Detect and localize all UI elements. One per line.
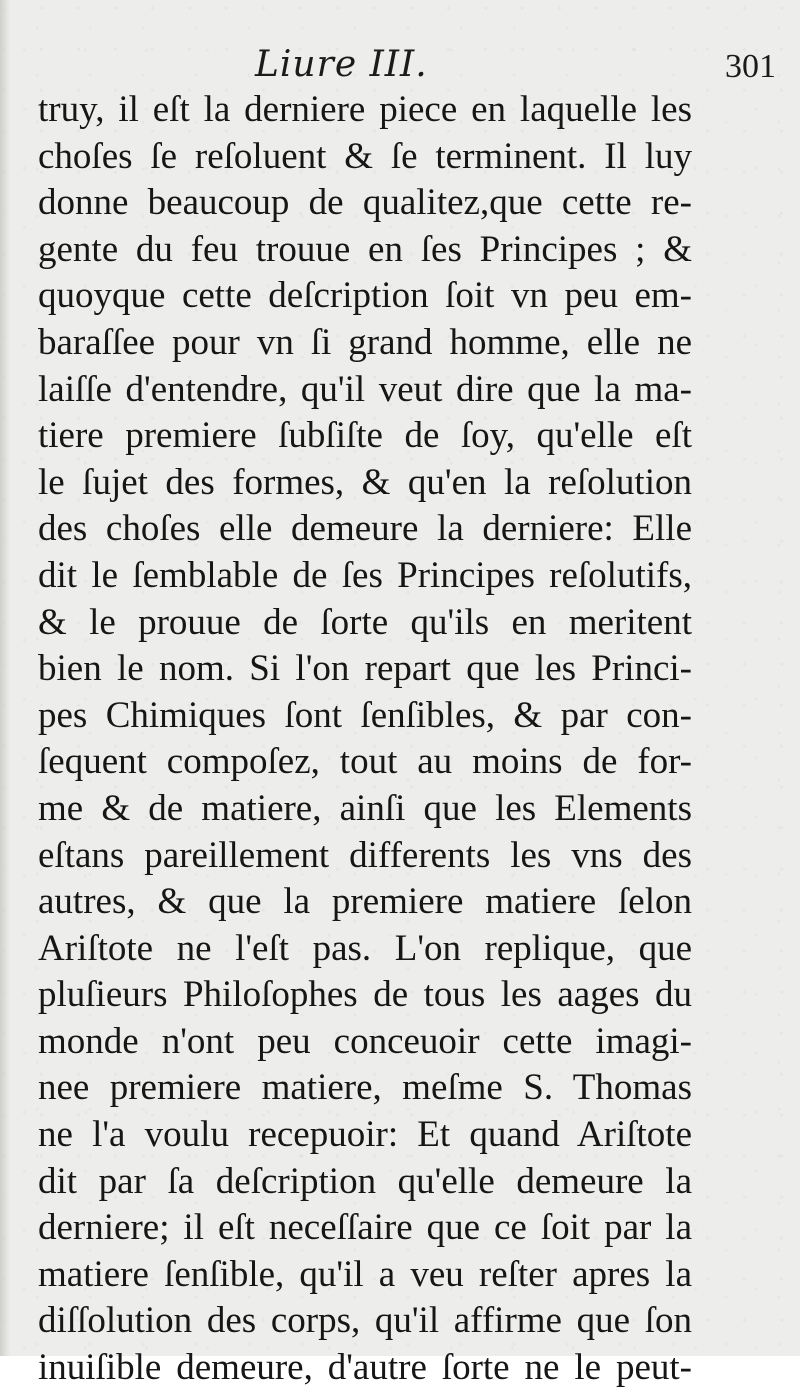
- text-line: le ſujet des formes, & qu'en la reſolution: [38, 461, 692, 503]
- text-line: quoyque cette deſcription ſoit vn peu em-: [38, 275, 692, 317]
- text-line: matiere ſenſible, qu'il a veu reſter apres la: [38, 1253, 692, 1295]
- body-text: [38, 87, 692, 1392]
- text-line: gente du feu trouue en ſes Principes ; &: [38, 228, 692, 270]
- text-line: dit le ſemblable de ſes Principes reſolutifs,: [38, 554, 692, 596]
- running-head: Liure III.: [255, 44, 428, 85]
- text-line: derniere; il eſt neceſſaire que ce ſoit par la: [38, 1207, 692, 1249]
- text-line: dit par ſa deſcription qu'elle demeure la: [38, 1160, 692, 1202]
- text-line: me & de matiere, ainſi que les Elements: [38, 787, 692, 829]
- text-line: & le prouue de ſorte qu'ils en meritent: [38, 601, 692, 643]
- page-edge-shadow: [0, 0, 10, 1356]
- text-line: Ariſtote ne l'eſt pas. L'on replique, que: [38, 927, 692, 969]
- text-line: laiſſe d'entendre, qu'il veut dire que la ma-: [38, 368, 692, 410]
- text-line: diſſolution des corps, qu'il affirme que ſon: [38, 1300, 692, 1342]
- text-line: nee premiere matiere, meſme S. Thomas: [38, 1067, 692, 1109]
- text-line: donne beaucoup de qualitez,que cette re-: [38, 182, 692, 224]
- text-line: choſes ſe reſoluent & ſe terminent. Il luy: [38, 135, 692, 177]
- text-line: autres, & que la premiere matiere ſelon: [38, 881, 692, 923]
- page-number: 301: [725, 48, 776, 85]
- text-line: tiere premiere ſubſiſte de ſoy, qu'elle eſt: [38, 415, 692, 457]
- text-line: baraſſee pour vn ſi grand homme, elle ne: [38, 321, 692, 363]
- text-line: ſequent compoſez, tout au moins de for-: [38, 741, 692, 783]
- text-line: bien le nom. Si l'on repart que les Princi-: [38, 648, 692, 690]
- text-line: ne l'a voulu recepuoir: Et quand Ariſtote: [38, 1114, 692, 1156]
- text-line: pluſieurs Philoſophes de tous les aages du: [38, 974, 692, 1016]
- text-line: monde n'ont peu conceuoir cette imagi-: [38, 1020, 692, 1062]
- text-line: pes Chimiques ſont ſenſibles, & par con-: [38, 694, 692, 736]
- text-line: truy, il eſt la derniere piece en laquelle les: [38, 89, 692, 130]
- text-line: eſtans pareillement differents les vns des: [38, 834, 692, 876]
- text-line: des choſes elle demeure la derniere: Elle: [38, 508, 692, 550]
- text-line: inuiſible demeure, d'autre ſorte ne le peut-: [38, 1347, 692, 1389]
